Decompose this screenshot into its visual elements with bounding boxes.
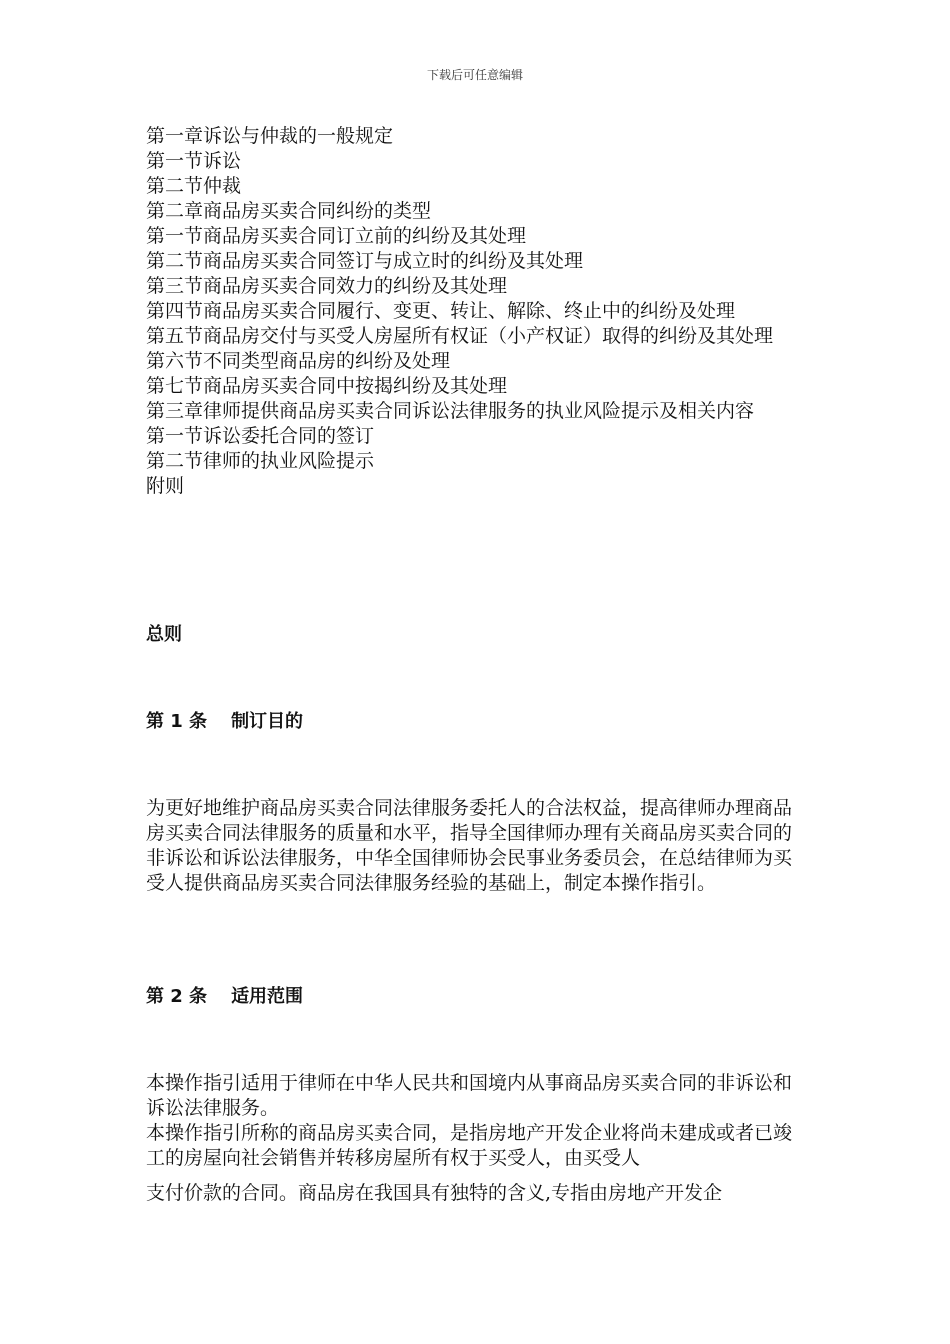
toc-item: 第二节律师的执业风险提示 xyxy=(146,450,375,472)
page-header-note: 下载后可任意编辑 xyxy=(426,68,523,82)
toc-item: 第一章诉讼与仲裁的一般规定 xyxy=(146,125,394,147)
table-of-contents xyxy=(146,124,806,499)
general-title: 总则 xyxy=(146,624,182,645)
toc-item: 第一节商品房买卖合同订立前的纠纷及其处理 xyxy=(146,225,527,247)
article-1-title: 制订目的 xyxy=(231,711,304,732)
article-1-number: 第 1 条 xyxy=(146,711,208,732)
toc-item: 第六节不同类型商品房的纠纷及处理 xyxy=(146,350,451,372)
article-2-title: 适用范围 xyxy=(231,986,304,1007)
toc-item: 附则 xyxy=(146,475,185,497)
toc-item: 第二章商品房买卖合同纠纷的类型 xyxy=(146,200,432,222)
article-2-paragraph-2: 本操作指引所称的商品房买卖合同，是指房地产开发企业将尚未建成或者已竣工的房屋向社会销售并转移房屋所有权于买受人，由买受人 xyxy=(146,1122,793,1169)
article-2-number: 第 2 条 xyxy=(146,986,208,1007)
toc-item: 第二节仲裁 xyxy=(146,175,242,197)
toc-item: 第三章律师提供商品房买卖合同诉讼法律服务的执业风险提示及相关内容 xyxy=(146,400,755,422)
article-1-body xyxy=(146,796,806,896)
article-2-paragraph-1: 本操作指引适用于律师在中华人民共和国境内从事商品房买卖合同的非诉讼和诉讼法律服务。 xyxy=(146,1072,793,1119)
toc-item: 第一节诉讼委托合同的签订 xyxy=(146,425,375,447)
article-1-paragraph: 为更好地维护商品房买卖合同法律服务委托人的合法权益，提高律师办理商品房买卖合同法律服务的质量和水平，指导全国律师办理有关商品房买卖合同的非诉讼和诉讼法律服务，中华全国律师协会民事业务委员会，在总结律师为买受人提供商品房买卖合同法律服务经验的基础上，制定本操作指引。 xyxy=(146,797,793,894)
article-2-paragraph-3: 支付价款的合同。商品房在我国具有独特的含义,专指由房地产开发企 xyxy=(146,1182,723,1204)
article-1-heading xyxy=(146,709,806,734)
section-general xyxy=(146,622,806,647)
article-2-body xyxy=(146,1071,806,1206)
toc-item: 第五节商品房交付与买受人房屋所有权证（小产权证）取得的纠纷及其处理 xyxy=(146,325,774,347)
toc-item: 第二节商品房买卖合同签订与成立时的纠纷及其处理 xyxy=(146,250,584,272)
toc-item: 第三节商品房买卖合同效力的纠纷及其处理 xyxy=(146,275,508,297)
toc-item: 第四节商品房买卖合同履行、变更、转让、解除、终止中的纠纷及处理 xyxy=(146,300,736,322)
article-2-heading xyxy=(146,984,806,1009)
toc-item: 第七节商品房买卖合同中按揭纠纷及其处理 xyxy=(146,375,508,397)
toc-item: 第一节诉讼 xyxy=(146,150,242,172)
